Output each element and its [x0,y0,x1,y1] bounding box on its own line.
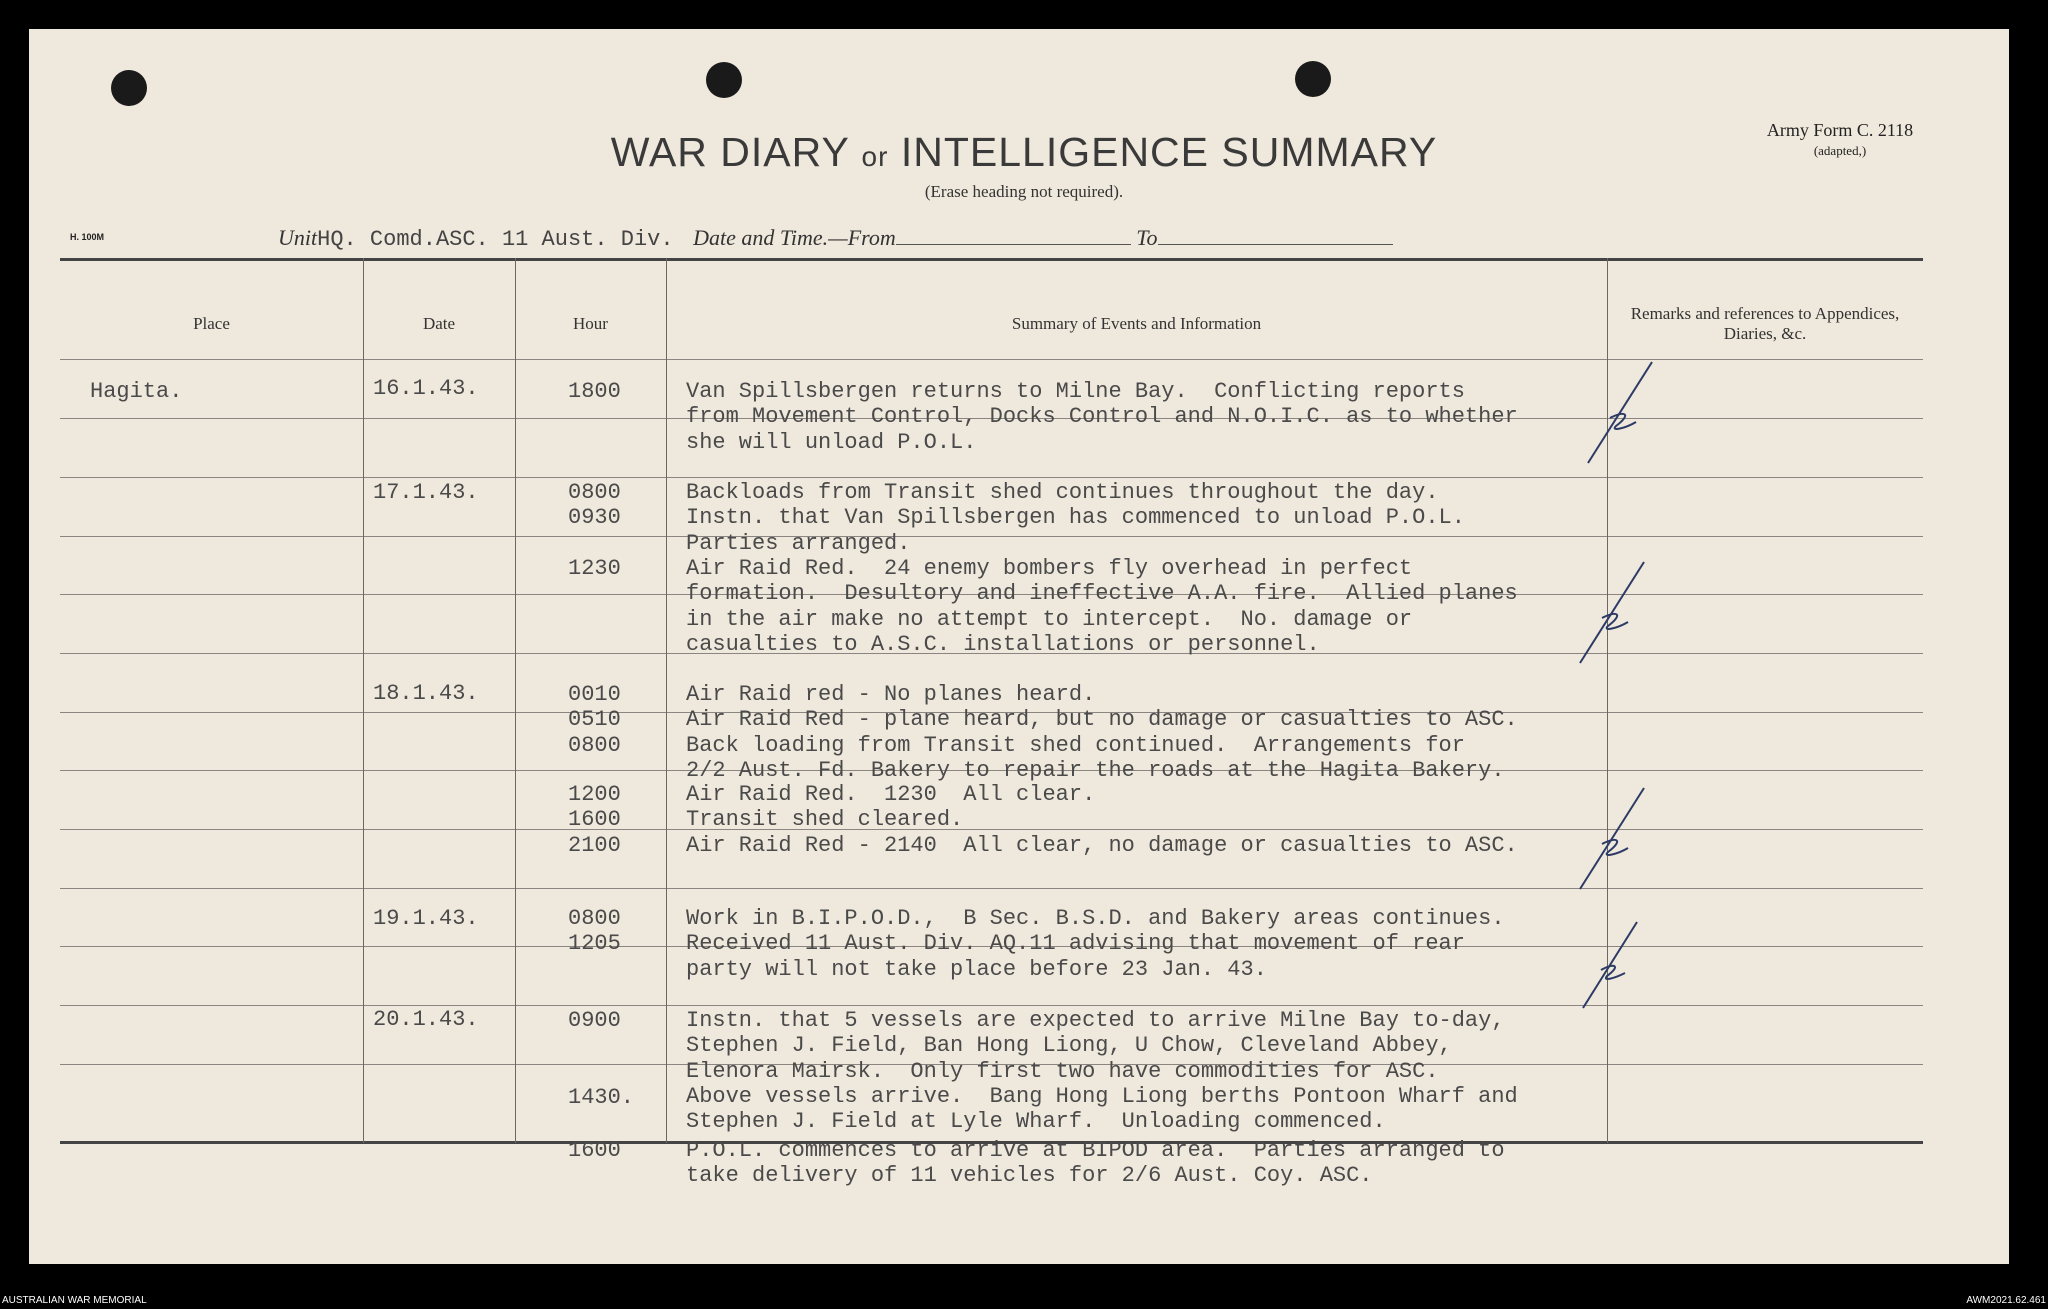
row-hour: 1230 [568,556,621,581]
column-divider [363,258,364,1143]
row-hour: 1800 [568,379,621,404]
row-hour: 1200 1600 2100 [568,782,621,858]
row-summary: Air Raid Red. 24 enemy bombers fly overhead in perfect formation. Desultory and ineffective A.A. fire. Allied planes in the air make no attempt to intercept. No. damage or casualties to A.S.C. installations or personnel. [686,556,1518,657]
column-header-hour: Hour [573,313,608,333]
row-summary: Above vessels arrive. Bang Hong Liong berths Pontoon Wharf and Stephen J. Field at Lyle Wharf. Unloading commenced. [686,1084,1518,1135]
row-summary: P.O.L. commences to arrive at BIPOD area. Parties arranged to take delivery of 11 vehicles for 2/6 Aust. Coy. ASC. [686,1138,1505,1189]
print-code: H. 100M [70,232,105,242]
footer-institution: AUSTRALIAN WAR MEMORIAL [2,1295,147,1306]
footer-accession-number: AWM2021.62.461 [1966,1295,2046,1306]
handwritten-initial-mark [1572,558,1652,668]
row-summary: Backloads from Transit shed continues throughout the day. Instn. that Van Spillsbergen has commenced to unload P.O.L. Parties arranged. [686,480,1465,556]
unit-label: Unit [278,225,318,250]
row-date: 19.1.43. [373,906,479,931]
unit-line [278,225,1393,252]
title-or: or [861,141,889,172]
column-header-summary: Summary of Events and Information [1011,313,1262,333]
date-from-line [896,243,1131,245]
date-to-label: To [1136,225,1158,250]
date-time-label: Date and Time.—From [693,225,896,250]
row-hour: 1600 [568,1138,621,1163]
handwritten-initial-mark [1575,918,1645,1013]
row-summary: Instn. that 5 vessels are expected to arrive Milne Bay to-day, Stephen J. Field, Ban Hong Liong, U Chow, Cleveland Abbey, Elenora Mairsk. Only first two have commodities for ASC. [686,1008,1505,1084]
row-hour: 0800 0930 [568,480,621,531]
title-intelligence-summary: INTELLIGENCE SUMMARY [900,129,1438,175]
column-header-remarks: Remarks and references to Appendices, Diaries, &c. [1630,303,1900,343]
column-divider [515,258,516,1143]
handwritten-initial-mark [1580,358,1660,468]
form-note: (adapted,) [1813,143,1867,158]
column-divider [666,258,667,1143]
unit-value: HQ. Comd.ASC. 11 Aust. Div. [317,227,674,252]
row-summary: Van Spillsbergen returns to Milne Bay. Conflicting reports from Movement Control, Docks Control and N.O.I.C. as to whether she will unload P.O.L. [686,379,1518,455]
row-hour: 0800 1205 [568,906,621,957]
document-subtitle: (Erase heading not required). [924,182,1124,201]
table-top-border [60,258,1923,261]
row-summary: Air Raid Red. 1230 All clear. Transit shed cleared. Air Raid Red - 2140 All clear, no damage or casualties to ASC. [686,782,1518,858]
row-line [60,477,1923,478]
form-number: Army Form C. 2118 [1766,120,1914,140]
row-date: 18.1.43. [373,681,479,706]
row-hour: 1430. [568,1085,635,1110]
row-place: Hagita. [90,379,183,404]
diary-table [60,258,1923,1189]
row-date: 16.1.43. [373,376,479,401]
title-war-diary: WAR DIARY [610,129,850,175]
punch-hole [111,70,147,106]
punch-hole [706,62,742,98]
column-header-place: Place [193,313,230,333]
column-header-date: Date [422,313,456,333]
form-identifier [1725,120,1955,159]
row-hour: 0010 0510 0800 [568,682,621,758]
row-hour: 0900 [568,1008,621,1033]
row-date: 20.1.43. [373,1007,479,1032]
date-to-line [1158,243,1393,245]
row-date: 17.1.43. [373,480,479,505]
punch-hole [1295,61,1331,97]
row-summary: Work in B.I.P.O.D., B Sec. B.S.D. and Bakery areas continues. Received 11 Aust. Div. AQ.11 advising that movement of rear party will not take place before 23 Jan. 43. [686,906,1505,982]
handwritten-initial-mark [1572,784,1652,894]
row-summary: Air Raid red - No planes heard. Air Raid Red - plane heard, but no damage or casualties to ASC. Back loading from Transit shed continued. Arrangements for 2/2 Aust. Fd. Bakery to repair the roads at the Hagita Bakery. [686,682,1518,783]
